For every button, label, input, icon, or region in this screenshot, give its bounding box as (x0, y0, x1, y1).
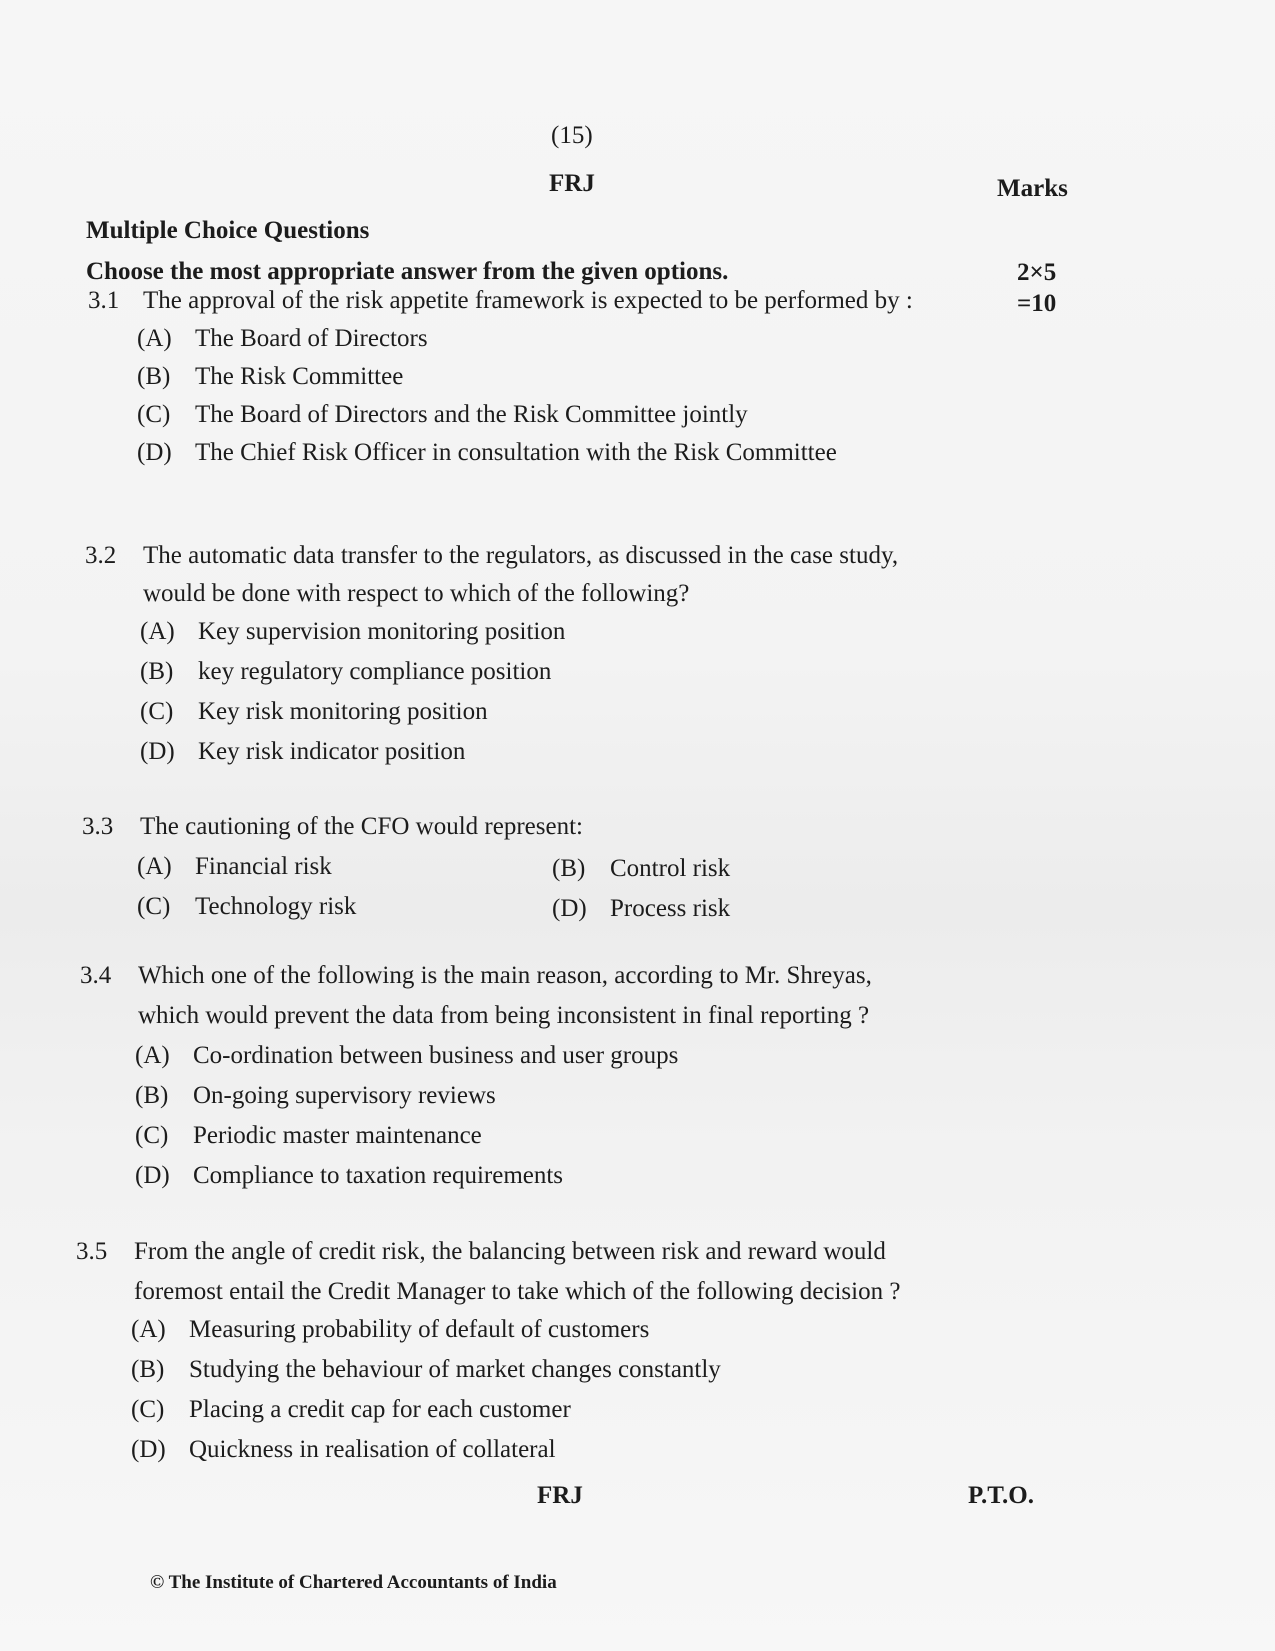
question-text-line-1: The automatic data transfer to the regulators, as discussed in the case study, (143, 542, 899, 569)
paper-code-top: FRJ (549, 170, 595, 197)
option-b (135, 1077, 496, 1115)
option-letter: (B) (140, 658, 174, 685)
question-text: The approval of the risk appetite framework is expected to be performed by : (143, 287, 913, 314)
option-letter: (D) (137, 439, 172, 466)
question-text-line-2: which would prevent the data from being inconsistent in final reporting ? (138, 1002, 870, 1029)
option-text: key regulatory compliance position (198, 658, 552, 685)
option-text: Measuring probability of default of customers (189, 1316, 650, 1343)
section-heading: Multiple Choice Questions (86, 217, 370, 244)
option-letter: (B) (131, 1356, 165, 1383)
option-d (135, 1157, 563, 1195)
option-text: Periodic master maintenance (193, 1122, 482, 1149)
option-letter: (C) (137, 401, 171, 428)
marks-total: =10 (1017, 290, 1057, 317)
option-b (552, 850, 730, 888)
question-text: The cautioning of the CFO would represent: (140, 813, 583, 840)
marks-allocation: 2×5 (1017, 259, 1057, 286)
option-text: Financial risk (195, 853, 332, 880)
option-letter: (C) (131, 1396, 165, 1423)
option-text: The Chief Risk Officer in consultation with the Risk Committee (195, 439, 837, 466)
option-letter: (C) (140, 698, 174, 725)
option-text: The Risk Committee (195, 363, 404, 390)
option-letter: (D) (140, 738, 175, 765)
option-d (140, 733, 465, 771)
option-letter: (B) (135, 1082, 169, 1109)
option-a (137, 848, 332, 886)
option-text: The Board of Directors and the Risk Committee jointly (195, 401, 748, 428)
option-text: Placing a credit cap for each customer (189, 1396, 571, 1423)
option-letter: (C) (135, 1122, 169, 1149)
option-c (140, 693, 488, 731)
question-number: 3.5 (76, 1238, 108, 1265)
option-c (131, 1391, 571, 1429)
option-text: Compliance to taxation requirements (193, 1162, 564, 1189)
option-text: Key risk indicator position (198, 738, 466, 765)
option-a (135, 1037, 678, 1075)
option-text: Key supervision monitoring position (198, 618, 566, 645)
option-letter: (B) (552, 855, 586, 882)
question-number: 3.4 (80, 962, 112, 989)
question-text-line-1: Which one of the following is the main reason, according to Mr. Shreyas, (138, 962, 872, 989)
option-d (552, 890, 730, 928)
option-text: On-going supervisory reviews (193, 1082, 496, 1109)
option-c (137, 888, 356, 926)
option-letter: (D) (131, 1436, 166, 1463)
section-instruction: Choose the most appropriate answer from the given options. (86, 258, 729, 285)
option-letter: (B) (137, 363, 171, 390)
option-b (140, 653, 551, 691)
option-text: Studying the behaviour of market changes constantly (189, 1356, 721, 1383)
option-text: Process risk (610, 895, 731, 922)
copyright-notice: © The Institute of Chartered Accountants of India (150, 1572, 557, 1593)
marks-column-label: Marks (997, 175, 1068, 202)
option-text: Quickness in realisation of collateral (189, 1436, 556, 1463)
option-letter: (D) (135, 1162, 170, 1189)
option-b (137, 358, 403, 396)
question-text-line-1: From the angle of credit risk, the balancing between risk and reward would (134, 1238, 886, 1265)
paper-code-bottom: FRJ (537, 1482, 583, 1509)
option-text: Key risk monitoring position (198, 698, 488, 725)
option-letter: (C) (137, 893, 171, 920)
option-c (135, 1117, 482, 1155)
question-text-line-2: foremost entail the Credit Manager to take which of the following decision ? (134, 1278, 901, 1305)
option-letter: (A) (137, 325, 172, 352)
option-letter: (A) (137, 853, 172, 880)
option-text: Technology risk (195, 893, 357, 920)
please-turn-over: P.T.O. (968, 1482, 1034, 1509)
option-d (137, 434, 837, 472)
option-b (131, 1351, 721, 1389)
option-letter: (D) (552, 895, 587, 922)
option-d (131, 1431, 556, 1469)
option-letter: (A) (135, 1042, 170, 1069)
page-number: (15) (551, 122, 593, 149)
option-letter: (A) (140, 618, 175, 645)
option-letter: (A) (131, 1316, 166, 1343)
option-c (137, 396, 748, 434)
option-a (131, 1311, 649, 1349)
option-text: The Board of Directors (195, 325, 428, 352)
question-number: 3.2 (85, 542, 117, 569)
question-number: 3.1 (88, 287, 120, 314)
option-a (140, 613, 565, 651)
option-a (137, 320, 428, 358)
option-text: Control risk (610, 855, 731, 882)
question-text-line-2: would be done with respect to which of the following? (143, 580, 690, 607)
question-number: 3.3 (82, 813, 114, 840)
option-text: Co-ordination between business and user groups (193, 1042, 679, 1069)
